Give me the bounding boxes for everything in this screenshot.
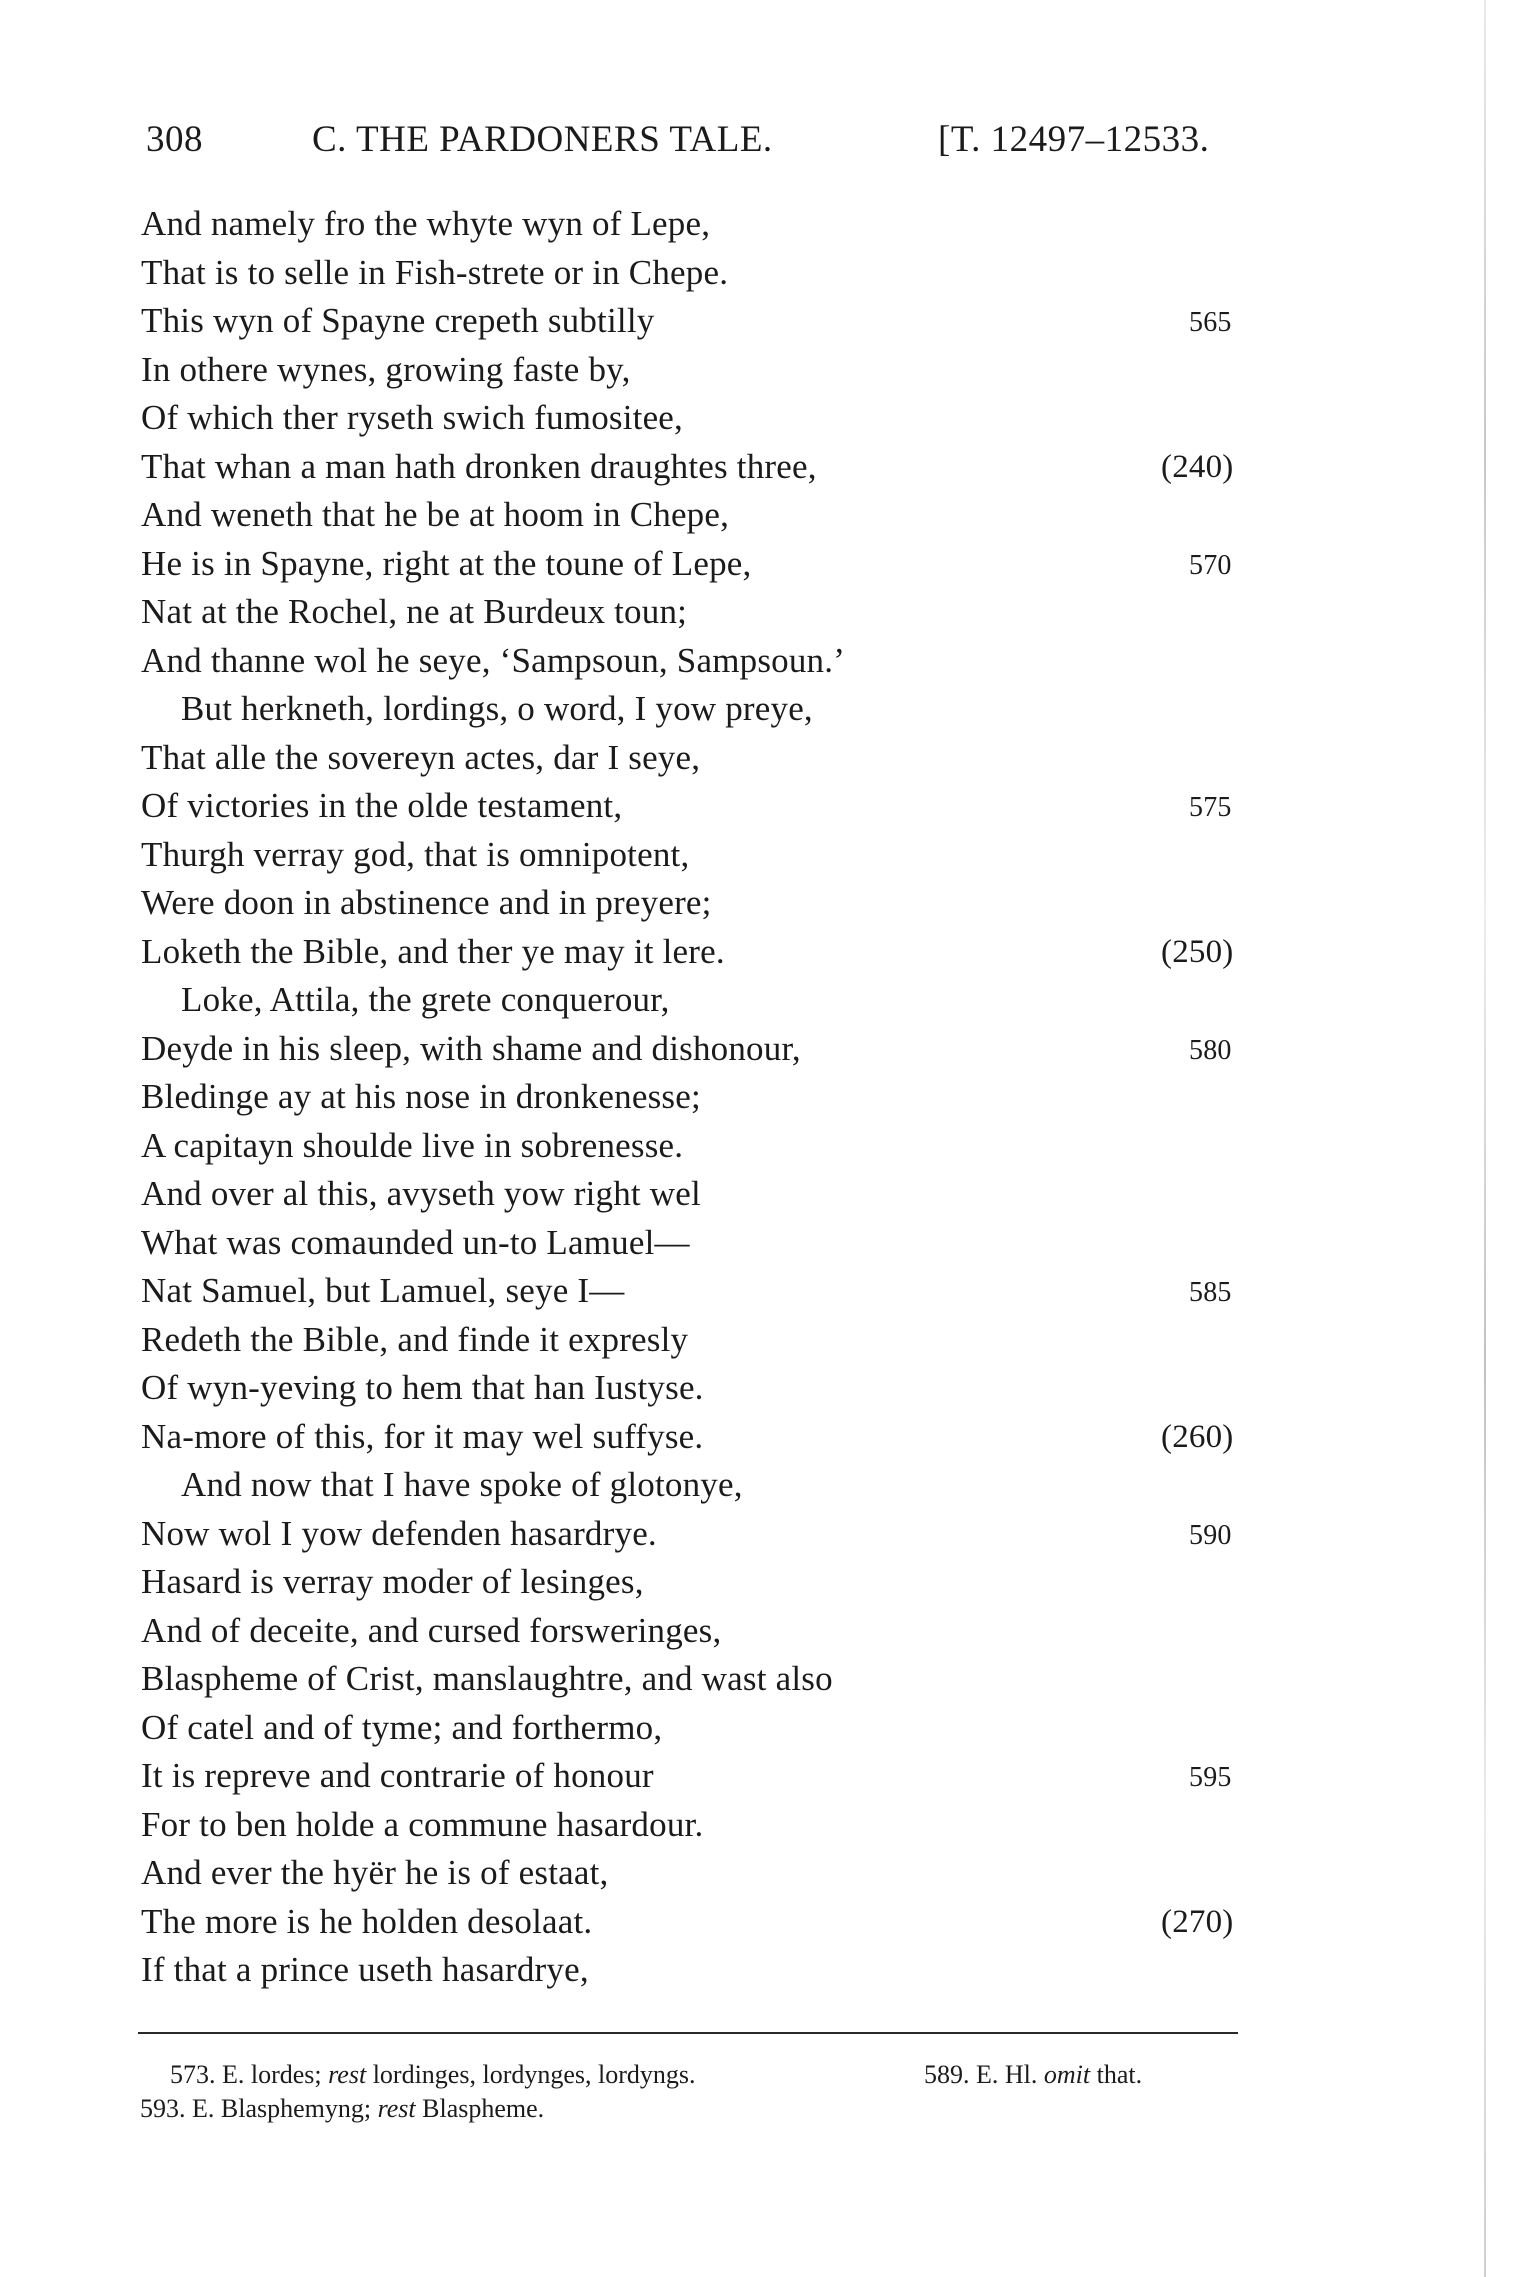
verse-line [141, 1558, 1251, 1607]
verse-line [141, 346, 1251, 395]
footnote-italic: rest [377, 2094, 416, 2123]
verse-line [141, 928, 1251, 977]
footnote-line [140, 2058, 1250, 2092]
footnote-text: lordinges, lordynges, lordyngs. [372, 2060, 696, 2089]
verse-line [141, 1073, 1251, 1122]
line-number: 565 [1189, 307, 1232, 338]
verse-line [141, 394, 1251, 443]
verse-line [141, 443, 1251, 492]
verse-text: Of victories in the olde testament, [141, 786, 623, 825]
footnote-text: Blaspheme. [422, 2094, 545, 2123]
verse-text: And of deceite, and cursed forsweringes, [141, 1610, 722, 1650]
verse-text: This wyn of Spayne crepeth subtilly [141, 301, 655, 340]
verse-line [141, 1849, 1251, 1898]
verse-text: That is to selle in Fish-strete or in Chepe. [141, 252, 729, 292]
verse-block [141, 200, 1251, 1995]
line-number: 590 [1189, 1519, 1232, 1551]
footnote-rule [138, 2032, 1238, 2034]
line-range: [T. 12497–12533. [938, 119, 1210, 160]
verse-text: Nat at the Rochel, ne at Burdeux toun; [141, 592, 688, 631]
verse-line [141, 540, 1251, 589]
footnote-italic: rest [328, 2060, 367, 2089]
footnote-text: E. Hl. [976, 2060, 1038, 2089]
verse-text: Nat Samuel, but Lamuel, seye I— [141, 1271, 625, 1310]
verse-line [141, 1801, 1251, 1850]
verse-text: Of catel and of tyme; and forthermo, [141, 1707, 663, 1747]
verse-line [141, 1461, 1251, 1510]
verse-line [141, 976, 1251, 1025]
verse-text: A capitayn shoulde live in sobrenesse. [141, 1125, 684, 1165]
verse-line [141, 1704, 1251, 1753]
verse-line [141, 879, 1251, 928]
verse-line [141, 491, 1251, 540]
verse-text: If that a prince useth hasardrye, [141, 1950, 589, 1989]
verse-text: And over al this, avyseth yow right wel [141, 1174, 701, 1213]
verse-text: What was comaunded un-to Lamuel— [141, 1222, 690, 1262]
verse-text: Redeth the Bible, and finde it expresly [141, 1319, 689, 1359]
verse-text: Of which ther ryseth swich fumositee, [141, 398, 683, 437]
tyrwhitt-line-number: (240) [1161, 448, 1234, 485]
scan-edge-shadow [1484, 0, 1486, 2277]
tyrwhitt-line-number: (260) [1161, 1418, 1234, 1455]
verse-text: Hasard is verray moder of lesinges, [141, 1562, 644, 1601]
verse-line [141, 1946, 1251, 1995]
verse-text: And thanne wol he seye, ‘Sampsoun, Sampsoun.’ [141, 640, 846, 680]
verse-line [141, 637, 1251, 686]
footnote-573 [170, 2058, 696, 2092]
tyrwhitt-line-number: (270) [1161, 1903, 1234, 1940]
verse-text: But herkneth, lordings, o word, I yow preye, [181, 689, 813, 728]
verse-text: He is in Spayne, right at the toune of Lepe, [141, 543, 752, 583]
verse-text: In othere wynes, growing faste by, [141, 349, 631, 389]
running-title: C. THE PARDONERS TALE. [312, 119, 773, 160]
verse-line [141, 1413, 1251, 1462]
page-header [146, 118, 1246, 168]
verse-text: Thurgh verray god, that is omnipotent, [141, 834, 690, 874]
verse-text: It is repreve and contrarie of honour [141, 1756, 654, 1795]
verse-line [141, 1752, 1251, 1801]
line-number: 580 [1189, 1034, 1232, 1066]
verse-line [141, 1267, 1251, 1316]
verse-line [141, 831, 1251, 880]
verse-text: That whan a man hath dronken draughtes three, [141, 446, 817, 486]
verse-text: Now wol I yow defenden hasardrye. [141, 1513, 657, 1553]
footnote-593 [140, 2092, 544, 2126]
verse-text: Bledinge ay at his nose in dronkenesse; [141, 1077, 701, 1116]
verse-text: Loke, Attila, the grete conquerour, [181, 980, 670, 1019]
footnote-text: E. lordes; [222, 2060, 322, 2089]
verse-text: And namely fro the whyte wyn of Lepe, [141, 204, 711, 243]
verse-text: Na-more of this, for it may wel suffyse. [141, 1416, 704, 1456]
footnote-italic: omit [1043, 2060, 1091, 2089]
verse-line [141, 782, 1251, 831]
footnote-number: 573. [170, 2060, 216, 2089]
verse-line [141, 297, 1251, 346]
footnote-number: 593. [140, 2094, 186, 2123]
verse-line [141, 1025, 1251, 1074]
page-number: 308 [146, 119, 203, 160]
verse-line [141, 200, 1251, 249]
line-number: 595 [1189, 1762, 1232, 1793]
verse-text: Loketh the Bible, and ther ye may it lere. [141, 931, 725, 971]
verse-line [141, 1510, 1251, 1559]
footnote-text: that. [1096, 2060, 1143, 2089]
verse-line [141, 1607, 1251, 1656]
footnote-589 [924, 2058, 1142, 2092]
footnote-text: E. Blasphemyng; [192, 2094, 372, 2123]
verse-line [141, 734, 1251, 783]
verse-text: Were doon in abstinence and in preyere; [141, 883, 712, 922]
verse-line [141, 1170, 1251, 1219]
verse-text: For to ben holde a commune hasardour. [141, 1804, 704, 1844]
footnote-number: 589. [924, 2060, 970, 2089]
verse-line [141, 1364, 1251, 1413]
line-number: 570 [1189, 549, 1232, 581]
verse-text: Deyde in his sleep, with shame and dishonour, [141, 1028, 801, 1068]
verse-text: And ever the hyër he is of estaat, [141, 1853, 609, 1892]
verse-line [141, 1219, 1251, 1268]
verse-text: Blaspheme of Crist, manslaughtre, and wast also [141, 1659, 833, 1698]
verse-text: And weneth that he be at hoom in Chepe, [141, 495, 730, 534]
verse-line [141, 685, 1251, 734]
footnotes [140, 2058, 1250, 2126]
verse-text: And now that I have spoke of glotonye, [181, 1465, 743, 1504]
verse-line [141, 1122, 1251, 1171]
verse-line [141, 1655, 1251, 1704]
tyrwhitt-line-number: (250) [1161, 933, 1234, 970]
footnote-line [140, 2092, 1250, 2126]
verse-text: Of wyn-yeving to hem that han Iustyse. [141, 1368, 704, 1407]
verse-text: The more is he holden desolaat. [141, 1901, 593, 1941]
line-number: 575 [1189, 792, 1232, 823]
verse-line [141, 249, 1251, 298]
verse-line [141, 1316, 1251, 1365]
verse-text: That alle the sovereyn actes, dar I seye, [141, 737, 701, 777]
line-number: 585 [1189, 1277, 1232, 1308]
verse-line [141, 588, 1251, 637]
verse-line [141, 1898, 1251, 1947]
